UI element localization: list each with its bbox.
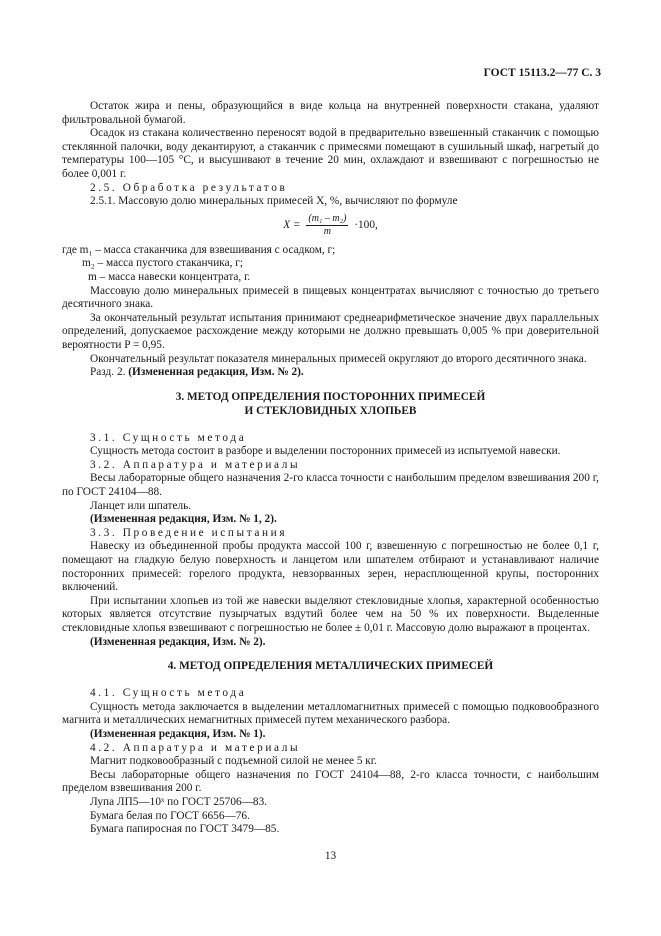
formula-rhs: ·100, bbox=[354, 218, 378, 231]
paragraph: Остаток жира и пены, образующийся в виде кольца на внутренней поверхности стакана, удаляют фильтровальной бумагой. bbox=[62, 100, 599, 126]
document-body bbox=[62, 100, 599, 837]
amendment-note: (Измененная редакция, Изм. № 2). bbox=[90, 635, 266, 648]
page-number: 13 bbox=[324, 850, 337, 862]
paragraph: Массовую долю минеральных примесей в пищевых концентратах вычисляют с точностью до третьего десятичного знака. bbox=[62, 284, 599, 311]
paragraph: 2.5.1. Массовую долю минеральных примесей X, %, вычисляют по формуле bbox=[90, 195, 458, 208]
amendment-prefix: Разд. 2. bbox=[90, 366, 126, 379]
paragraph: При испытании хлопьев из той же навески выделяют стекловидные хлопья, характерной особенностью которых является отсутствие пузырчатых вздутий более чем на 50 % их поверхности. Выделенные стекловидные хлопья взвешивают с погрешностью не более ± 0,01 г. Массовую долю выражают в процентах. bbox=[62, 594, 599, 634]
paragraph: Бумага папиросная по ГОСТ 3479—85. bbox=[90, 823, 280, 836]
formula-numerator: (m₁ – m₂) bbox=[308, 212, 347, 224]
paragraph: Магнит подковообразный с подъемной силой не менее 5 кг. bbox=[90, 755, 377, 768]
paragraph: Окончательный результат показателя минеральных примесей округляют до второго десятичного знака. bbox=[90, 352, 587, 365]
paragraph: Навеску из объединенной пробы продукта массой 100 г, взвешенную с погрешностью не более 0,1 г, помещают на гладкую белую поверхность и ланцетом или шпателем отбирают и устанавливают наличие посторонних примесей: горелого продукта, невзорванных зерен, нерасплющенной крупы, посторонних включений. bbox=[62, 540, 599, 594]
paragraph: Весы лабораторные общего назначения 2-го класса точности с наибольшим пределом взвешивания 200 г, по ГОСТ 24104—88. bbox=[62, 472, 599, 499]
page-header: ГОСТ 15113.2—77 С. 3 bbox=[483, 67, 601, 79]
legend-item: m₂ – масса пустого стаканчика, г; bbox=[82, 257, 244, 270]
formula-legend bbox=[62, 244, 599, 285]
paragraph: Лупа ЛП5—10ˣ по ГОСТ 25706—83. bbox=[90, 795, 268, 808]
paragraph: Сущность метода заключается в выделении металломагнитных примесей с помощью подковообразного магнита и металлических немагнитных примесей путем механического разбора. bbox=[62, 700, 599, 727]
chapter-heading-4 bbox=[62, 659, 599, 673]
section-heading: 3.2. Аппаратура и материалы bbox=[90, 458, 301, 471]
chapter-heading-line: 4. МЕТОД ОПРЕДЕЛЕНИЯ МЕТАЛЛИЧЕСКИХ ПРИМЕСЕЙ bbox=[167, 660, 494, 673]
paragraph: Осадок из стакана количественно переносят водой в предварительно взвешенный стаканчик с помощью стеклянной палочки, воду декантируют, а стаканчик с примесями помещают в сушильный шкаф, нагретый до температуры 100—105 °С, и высушивают в течение 20 мин, охлаждают и взвешивают с погрешностью не более 0,001 г. bbox=[62, 127, 599, 180]
section-heading: 3.1. Сущность метода bbox=[90, 431, 247, 444]
legend-item: m – масса навески концентрата, г. bbox=[88, 270, 251, 283]
section-heading: 3.3. Проведение испытания bbox=[90, 526, 288, 539]
formula-denominator: m bbox=[323, 225, 332, 237]
legend-item: где m₁ – масса стаканчика для взвешивания с осадком, г; bbox=[62, 243, 336, 256]
amendment-note bbox=[62, 366, 599, 380]
paragraph: Сущность метода состоит в разборе и выделении посторонних примесей из испытуемой навески. bbox=[90, 445, 561, 458]
chapter-heading-line: 3. МЕТОД ОПРЕДЕЛЕНИЯ ПОСТОРОННИХ ПРИМЕСЕЙ bbox=[175, 390, 486, 403]
paragraph: Весы лабораторные общего назначения по ГОСТ 24104—88, 2-го класса точности, с наибольшим пределом взвешивания 200 г. bbox=[62, 768, 599, 795]
chapter-heading-line: И СТЕКЛОВИДНЫХ ХЛОПЬЕВ bbox=[244, 404, 417, 417]
formula bbox=[62, 213, 599, 238]
formula-fraction bbox=[306, 213, 348, 238]
amendment-text: (Измененная редакция, Изм. № 2). bbox=[128, 366, 304, 379]
chapter-heading-3 bbox=[62, 390, 599, 418]
paragraph: Бумага белая по ГОСТ 6656—76. bbox=[90, 809, 250, 822]
amendment-note: (Измененная редакция, Изм. № 1, 2). bbox=[90, 513, 277, 526]
section-heading: 4.2. Аппаратура и материалы bbox=[90, 741, 301, 754]
paragraph: За окончательный результат испытания принимают среднеарифметическое значение двух параллельных определений, допускаемое расхождение между которыми не должно превышать 0,005 % при доверительной вероятности P = 0,95. bbox=[62, 311, 599, 351]
formula-lhs: X = bbox=[283, 218, 301, 231]
section-heading: 2.5. Обработка результатов bbox=[90, 181, 288, 194]
amendment-note: (Измененная редакция, Изм. № 1). bbox=[90, 727, 266, 740]
section-heading: 4.1. Сущность метода bbox=[90, 687, 247, 700]
paragraph: Ланцет или шпатель. bbox=[90, 499, 192, 512]
